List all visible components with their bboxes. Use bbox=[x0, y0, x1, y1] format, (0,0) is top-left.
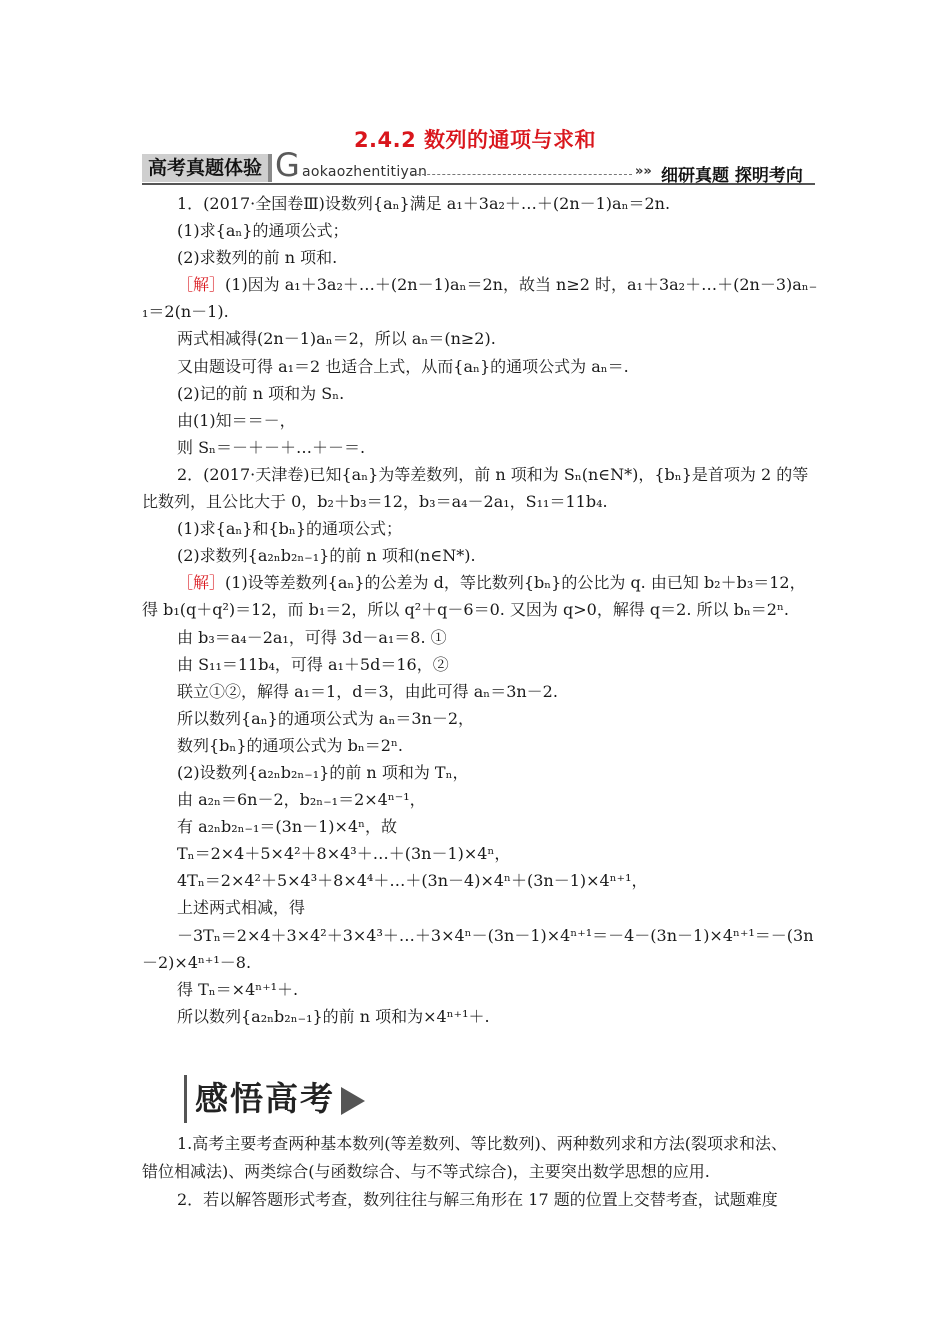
solution-2-line: 所以数列{aₙ}的通项公式为 aₙ＝3n－2， bbox=[177, 708, 475, 728]
solution-2-line: 由 a₂ₙ＝6n－2，b₂ₙ₋₁＝2×4ⁿ⁻¹， bbox=[177, 790, 426, 810]
solution-2-line: 数列{bₙ}的通项公式为 bₙ＝2ⁿ. bbox=[177, 735, 403, 755]
section-banner bbox=[142, 146, 815, 186]
solution-2-line: (2)设数列{a₂ₙb₂ₙ₋₁}的前 n 项和为 Tₙ， bbox=[177, 762, 469, 782]
banner-rule bbox=[142, 183, 815, 185]
solution-tag: ［解］ bbox=[177, 573, 226, 593]
solution-2-line: 由 b₃＝a₄－2a₁，可得 3d－a₁＝8. ① bbox=[177, 627, 447, 647]
solution-1-line: 两式相减得(2n－1)aₙ＝2，所以 aₙ＝(n≥2). bbox=[177, 329, 496, 349]
chevrons-icon: »» bbox=[635, 164, 652, 179]
problem-content bbox=[142, 190, 818, 1030]
banner-dashed-line bbox=[412, 174, 632, 175]
solution-2-line: 有 a₂ₙb₂ₙ₋₁＝(3n－1)×4ⁿ，故 bbox=[177, 817, 398, 837]
problem-2-statement: 比数列，且公比大于 0，b₂＋b₃＝12，b₃＝a₄－2a₁，S₁₁＝11b₄. bbox=[142, 492, 608, 512]
banner-g-letter: G bbox=[275, 146, 300, 184]
triangle-right-icon bbox=[341, 1087, 365, 1115]
solution-2-line: 联立①②，解得 a₁＝1，d＝3，由此可得 aₙ＝3n－2. bbox=[177, 681, 558, 701]
solution-2-line bbox=[142, 569, 814, 596]
solution-1-line: ₁＝2(n－1). bbox=[142, 302, 229, 322]
problem-2-part-1: (1)求{aₙ}和{bₙ}的通项公式； bbox=[177, 519, 403, 539]
banner-pinyin: aokaozhentitiyan bbox=[302, 164, 428, 180]
solution-2-line: －3Tₙ＝2×4＋3×4²＋3×4³＋…＋3×4ⁿ－(3n－1)×4ⁿ⁺¹＝－4－(3n－1)×4ⁿ⁺¹＝－(3n bbox=[177, 925, 814, 945]
solution-2-text: (1)设等差数列{aₙ}的公差为 d，等比数列{bₙ}的公比为 q. 由已知 b₂＋b₃＝12， bbox=[225, 573, 806, 593]
banner-label: 高考真题体验 bbox=[142, 154, 272, 182]
solution-2-line: 得 Tₙ＝×4ⁿ⁺¹＋. bbox=[177, 979, 299, 999]
problem-1-statement: 1．(2017·全国卷Ⅲ)设数列{aₙ}满足 a₁＋3a₂＋…＋(2n－1)aₙ＝2n. bbox=[177, 194, 671, 213]
insight-content bbox=[142, 1130, 814, 1214]
solution-tag: ［解］ bbox=[177, 275, 226, 295]
problem-2-statement: 2．(2017·天津卷)已知{aₙ}为等差数列，前 n 项和为 Sₙ(n∈N*)，{bₙ}是首项为 2 的等 bbox=[177, 464, 809, 484]
solution-1-line: (2)记的前 n 项和为 Sₙ. bbox=[177, 383, 345, 403]
solution-1-line: 又由题设可得 a₁＝2 也适合上式，从而{aₙ}的通项公式为 aₙ＝. bbox=[177, 356, 629, 376]
solution-1-text: (1)因为 a₁＋3a₂＋…＋(2n－1)aₙ＝2n，故当 n≥2 时，a₁＋3a₂＋…＋(2n－3)aₙ₋ bbox=[225, 275, 818, 295]
solution-1-line: 则 Sₙ＝－＋－＋…＋－＝. bbox=[177, 437, 366, 457]
solution-2-line: 所以数列{a₂ₙb₂ₙ₋₁}的前 n 项和为×4ⁿ⁺¹＋. bbox=[177, 1006, 490, 1026]
banner-subtitle: 细研真题 探明考向 bbox=[661, 166, 803, 186]
solution-2-line: 得 b₁(q＋q²)＝12，而 b₁＝2，所以 q²＋q－6＝0. 又因为 q>0，解得 q＝2. 所以 bₙ＝2ⁿ. bbox=[142, 600, 789, 620]
page-title: 2.4.2 数列的通项与求和 bbox=[353, 128, 597, 152]
solution-1-line: 由(1)知＝＝－， bbox=[177, 410, 296, 430]
solution-2-line: Tₙ＝2×4＋5×4²＋8×4³＋…＋(3n－1)×4ⁿ， bbox=[177, 844, 511, 864]
section-heading bbox=[184, 1075, 365, 1123]
solution-2-line: 上述两式相减，得 bbox=[177, 898, 306, 918]
problem-2-part-2: (2)求数列{a₂ₙb₂ₙ₋₁}的前 n 项和(n∈N*). bbox=[177, 546, 476, 566]
solution-2-line: －2)×4ⁿ⁺¹－8. bbox=[142, 952, 252, 972]
solution-2-line: 4Tₙ＝2×4²＋5×4³＋8×4⁴＋…＋(3n－4)×4ⁿ＋(3n－1)×4ⁿ⁺¹， bbox=[177, 871, 648, 891]
problem-1-part-2: (2)求数列的前 n 项和. bbox=[177, 248, 338, 268]
problem-1-part-1: (1)求{aₙ}的通项公式； bbox=[177, 221, 349, 241]
solution-1-line bbox=[142, 271, 818, 298]
insight-line: 1.高考主要考查两种基本数列(等差数列、等比数列)、两种数列求和方法(裂项求和法、 bbox=[177, 1134, 787, 1153]
insight-line: 2．若以解答题形式考查，数列往往与解三角形在 17 题的位置上交替考查，试题难度 bbox=[177, 1190, 778, 1209]
section-heading-text: 感悟高考 bbox=[195, 1079, 335, 1118]
solution-2-line: 由 S₁₁＝11b₄，可得 a₁＋5d＝16，② bbox=[177, 654, 449, 674]
insight-line: 错位相减法)、两类综合(与函数综合、与不等式综合)，主要突出数学思想的应用. bbox=[142, 1162, 710, 1181]
